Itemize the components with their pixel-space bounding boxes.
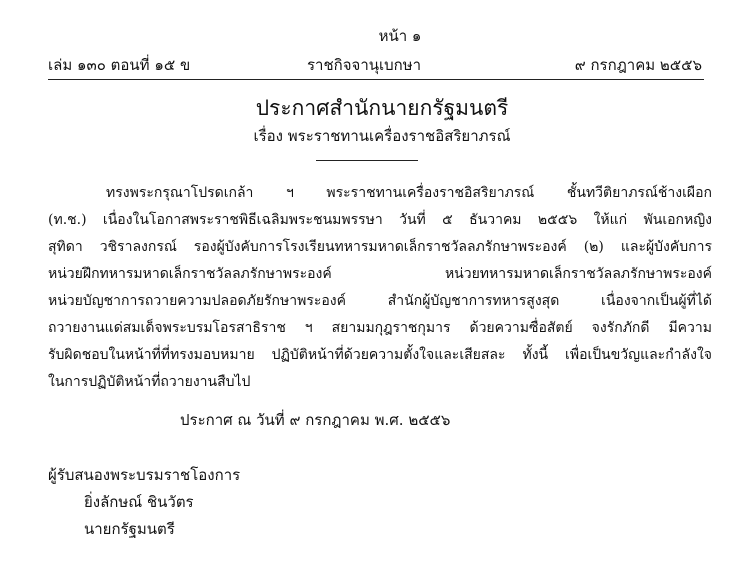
issue-date: ๙ กรกฎาคม ๒๕๕๖ — [574, 56, 702, 74]
body-line: หน่วยบัญชาการถวายความปลอดภัยรักษาพระองค์ สำนักผู้บัญชาการทหารสูงสุด เนื่องจากเป็นผู้ที่ได้ — [48, 293, 712, 309]
announcement-body — [48, 180, 712, 396]
body-line: ทรงพระกรุณาโปรดเกล้า ฯ พระราชทานเครื่องราชอิสริยาภรณ์ ชั้นทวีติยาภรณ์ช้างเผือก — [106, 185, 712, 201]
announcement-subject: เรื่อง พระราชทานเครื่องราชอิสริยาภรณ์ — [253, 127, 511, 145]
header-divider — [48, 79, 704, 80]
body-line: รับผิดชอบในหน้าที่ที่ทรงมอบหมาย ปฏิบัติหน้าที่ด้วยความตั้งใจและเสียสละ ทั้งนี้ เพื่อเป็นขวัญและกำลังใจ — [48, 347, 712, 363]
announcement-title: ประกาศสำนักนายกรัฐมนตรี — [255, 96, 509, 120]
countersign-label: ผู้รับสนองพระบรมราชโองการ — [48, 466, 241, 484]
gazette-name: ราชกิจจานุเบกษา — [307, 56, 422, 74]
body-line: ถวายงานแด่สมเด็จพระบรมโอรสาธิราช ฯ สยามมกุฎราชกุมาร ด้วยความซื่อสัตย์ จงรักภักดี มีความ — [48, 320, 712, 336]
signatory-name: ยิ่งลักษณ์ ชินวัตร — [84, 493, 194, 511]
body-line: สุทิดา วชิราลงกรณ์ รองผู้บังคับการโรงเรียนทหารมหาดเล็กราชวัลลภรักษาพระองค์ (๒) และผู้บังคับการ — [48, 239, 712, 255]
title-divider — [316, 160, 418, 161]
body-line: ในการปฏิบัติหน้าที่ถวายงานสืบไป — [48, 374, 251, 390]
signatory-position: นายกรัฐมนตรี — [84, 520, 175, 538]
body-line: หน่วยฝึกทหารมหาดเล็กราชวัลลภรักษาพระองค์ หน่วยทหารมหาดเล็กราชวัลลภรักษาพระองค์ — [48, 266, 712, 282]
signed-date: ประกาศ ณ วันที่ ๙ กรกฎาคม พ.ศ. ๒๕๕๖ — [180, 411, 451, 429]
body-line: (ท.ช.) เนื่องในโอกาสพระราชพิธีเฉลิมพระชนมพรรษา วันที่ ๕ ธันวาคม ๒๕๕๖ ให้แก่ พันเอกหญิง — [48, 212, 712, 228]
page-number: หน้า ๑ — [378, 27, 422, 45]
volume-section: เล่ม ๑๓๐ ตอนที่ ๑๕ ข — [48, 56, 191, 74]
gazette-header — [48, 53, 702, 75]
signature-block — [48, 462, 240, 543]
